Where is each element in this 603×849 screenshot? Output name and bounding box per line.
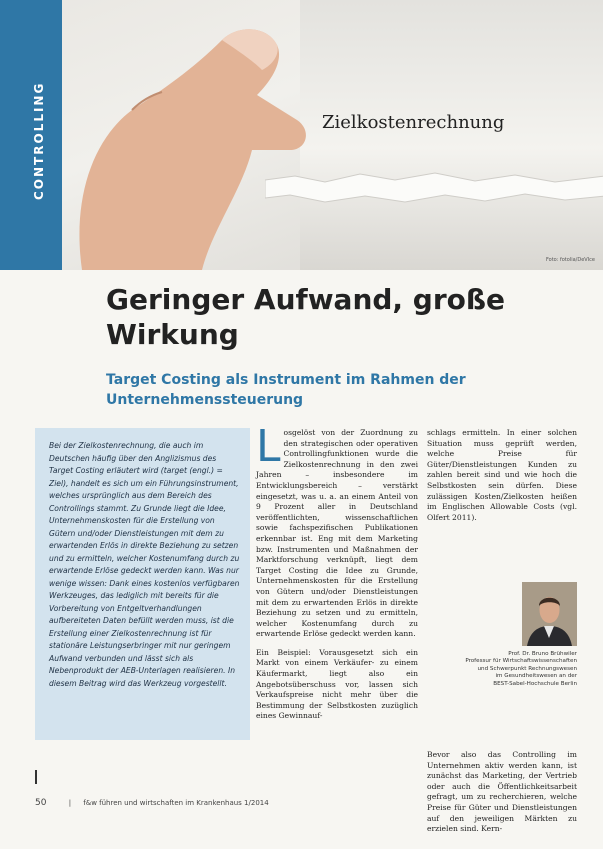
article-subtitle: Target Costing als Instrument im Rahmen der Unternehmenssteuerung — [106, 372, 466, 408]
column-3-top: schlags ermitteln. In einer solchen Situation muss geprüft werden, welche Preise für Güter/Dienstleistungen Kunden zu zahlen bereit sind und wie hoch die Selbstkosten sein dürfen. Diese zulässigen Kosten/Zielkosten heißen im Englischen Allowable Costs (vgl. Olfert 2011). — [427, 428, 577, 522]
author-caption — [427, 651, 577, 688]
lead-text: Bei der Zielkostenrechnung, die auch im Deutschen häufig über den Anglizismus des Target Costing erläutert wird (target (engl.) = Ziel), handelt es sich um ein Führungsinstrument, welches ursprünglich aus dem Bereich des Controllings stammt. Zu Grunde liegt die Idee, Unternehmenskosten für die Erstellung von Gütern und/oder Dienstleistungen mit dem zu erwartenden Erlös in direkte Beziehung zu setzen und zu ermitteln, welcher Kostenumfang durch zu erwartende Erlöse gedeckt werden kann. Was nur wenige wissen: Dank eines kostenlos verfügbaren Werkzeuges, das lediglich mit bereits für die Vorbereitung von Entgeltverhandlungen aufbereiteten Daten befüllt werden muss, ist die Erstellung einer Zielkostenrechnung ist für stationäre Leistungserbringer mit nur geringem Aufwand verbunden und lässt sich als Nebenprodukt der AEB-Unterlagen realisieren. In diesem Beitrag wird das Werkzeug vorgestellt. — [49, 441, 240, 688]
paragraph-1-text: osgelöst von der Zuordnung zu den strategischen oder operativen Controllingfunktionen wurde die Zielkostenrechnung in den zwei Jahren – insbesondere im Entwicklungsbereich – verstärkt eingesetzt, was u. a. an einem Anteil von 9 Prozent aller in Deutschland veröffentlichten, wissenschaftlichen sowie fachspezifischen Publikationen erkennbar ist. Eng mit dem Marketing bzw. Instrumenten und Maßnahmen der Marktforschung verknüpft, liegt dem Target Costing die Idee zu Grunde, Unternehmenskosten für die Erstellung von Gütern und/oder Dienstleistungen mit dem zu erwartenden Erlös in direkte Beziehung zu setzen und zu ermitteln, welcher Kostenumfang durch zu erwartende Erlöse gedeckt werden kann. — [256, 428, 418, 639]
torn-paper-strip — [265, 168, 603, 208]
author-role-3: im Gesundheitswesen an der — [495, 673, 577, 680]
drop-cap: L — [256, 421, 281, 472]
journal-name: f&w führen und wirtschaften im Krankenhaus 1/2014 — [83, 799, 269, 807]
margin-rule — [35, 770, 37, 784]
column-2 — [256, 421, 418, 722]
author-role-2: und Schwerpunkt Rechnungswesen — [477, 665, 577, 672]
paragraph-2: Ein Beispiel: Vorausgesetzt sich ein Markt von einem Verkäufer- zu einem Käufermarkt, liegt also ein Angebotsüberschuss vor, lassen sich Verkaufspreise nicht mehr über die Bestimmung der Selbstkosten zuzüglich eines Gewinnauf- — [256, 647, 418, 721]
hero-image — [0, 0, 603, 270]
section-label: CONTROLLING — [32, 81, 46, 200]
column-3-bottom: Bevor also das Controlling im Unternehmen aktiv werden kann, ist zunächst das Marketing, der Vertrieb oder auch die Öffentlichkeitsarbeit gefragt, um zu recherchieren, welche Preise für Güter und Dienstleistungen auf den jeweiligen Märkten zu erzielen sind. Kern- — [427, 750, 577, 834]
footer-separator: | — [68, 799, 72, 807]
paragraph-1 — [256, 421, 418, 640]
lead-box — [35, 428, 250, 740]
author-portrait — [522, 582, 577, 646]
author-role-1: Professur für Wirtschaftswissenschaften — [465, 658, 577, 665]
article-title: Geringer Aufwand, große Wirkung — [106, 283, 506, 351]
section-band — [0, 0, 62, 270]
paper-background — [300, 0, 603, 270]
author-name: Prof. Dr. Bruno Brühwiler — [508, 651, 577, 657]
hand-illustration — [62, 0, 322, 270]
page-footer — [35, 798, 269, 808]
author-role-4: BEST-Sabel-Hochschule Berlin — [493, 680, 577, 687]
page-number: 50 — [35, 798, 47, 808]
kicker-topic: Zielkostenrechnung — [322, 112, 505, 133]
author-photo — [522, 582, 577, 646]
photo-credit: Foto: fotolia/DeVIce — [545, 257, 595, 263]
